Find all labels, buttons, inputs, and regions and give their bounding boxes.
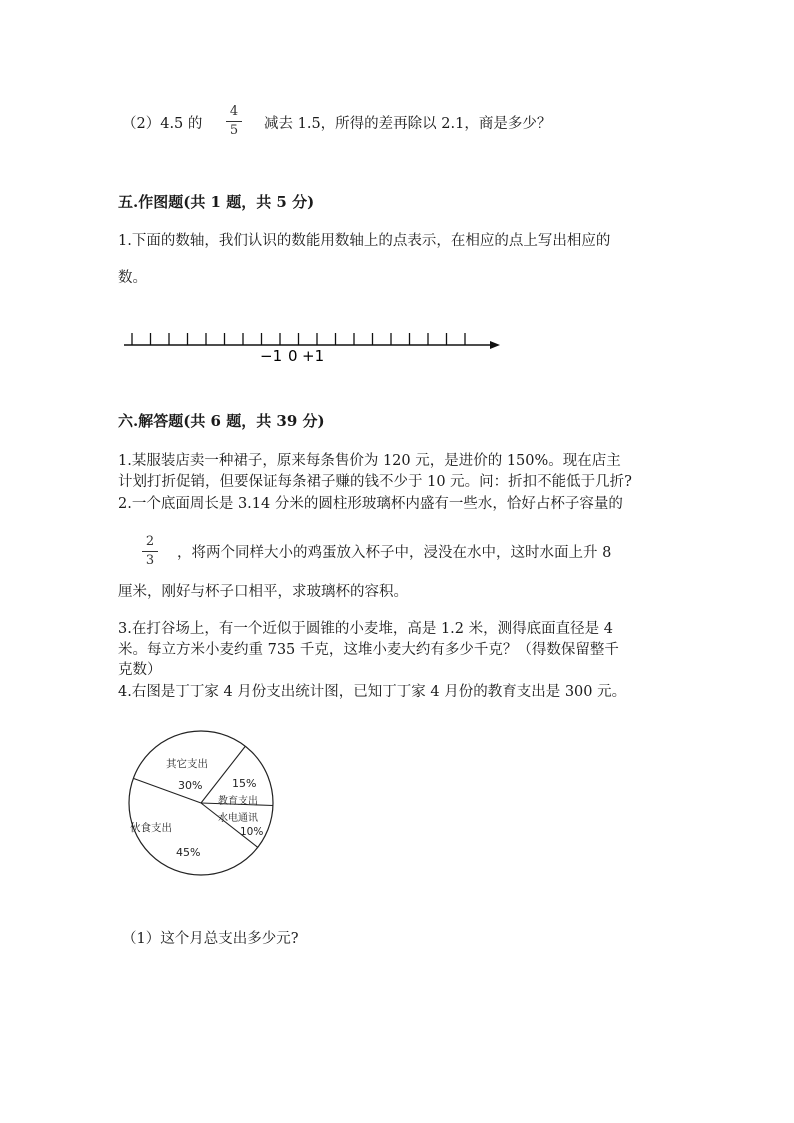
slice-label-other: 其它支出 [166,758,208,770]
fraction-numerator: 4 [229,104,239,119]
fraction-bar [226,121,242,122]
expense-pie-chart [118,725,288,885]
fraction-denominator: 5 [229,123,239,138]
s6-q2-line3: 厘米，刚好与杯子口相平，求玻璃杯的容积。 [118,584,408,600]
slice-value-education: 15% [232,777,257,790]
number-line-ticks [132,333,465,345]
s6-q1-line1: 1.某服装店卖一种裙子，原来每条售价为 120 元，是进价的 150%。现在店主 [118,453,621,469]
s6-q2-fraction [141,534,159,569]
s6-q4-sub1: （1）这个月总支出多少元? [122,931,299,947]
fraction-numerator: 2 [145,534,155,549]
number-line [118,325,508,370]
s6-q4-line1: 4.右图是丁丁家 4 月份支出统计图，已知丁丁家 4 月份的教育支出是 300 元。 [118,684,627,700]
s6-q3-line1: 3.在打谷场上，有一个近似于圆锥的小麦堆，高是 1.2 米，测得底面直径是 4 [118,621,613,637]
s6-q2-line1: 2.一个底面周长是 3.14 分米的圆柱形玻璃杯内盛有一些水，恰好占杯子容量的 [118,496,623,512]
s6-q3-line2: 米。每立方米小麦约重 735 千克，这堆小麦大约有多少千克？（得数保留整千 [118,642,619,658]
slice-label-food: 伙食支出 [130,822,172,834]
s6-q2-line2: ，将两个同样大小的鸡蛋放入杯子中，浸没在水中，这时水面上升 8 [177,545,612,561]
q2-prefix: （2）4.5 的 [122,116,203,132]
label-zero: 0 [288,347,298,365]
fraction-bar [142,551,158,552]
slice-label-education: 教育支出 [218,796,258,807]
slice-label-utilities: 水电通讯 [218,813,258,824]
label-plus-one: +1 [302,347,325,365]
s6-q1-line2: 计划打折促销，但要保证每条裙子赚的钱不少于 10 元。问：折扣不能低于几折? [118,474,632,490]
section5-q1-line1: 1.下面的数轴，我们认识的数能用数轴上的点表示，在相应的点上写出相应的 [118,233,611,249]
section6-heading: 六.解答题(共 6 题，共 39 分) [118,412,325,430]
slice-value-other: 30% [178,779,203,792]
s6-q3-line3: 克数） [118,662,162,678]
label-minus-one: −1 [260,347,283,365]
q2-fraction [225,104,243,139]
section5-q1-line2: 数。 [118,270,147,286]
arrow-head-icon [490,341,500,349]
slice-value-food: 45% [176,846,201,859]
section5-heading: 五.作图题(共 1 题，共 5 分) [118,193,315,211]
fraction-denominator: 3 [145,553,155,568]
q2-suffix: 减去 1.5，所得的差再除以 2.1，商是多少？ [264,116,552,132]
slice-value-utilities: 10% [240,826,264,838]
